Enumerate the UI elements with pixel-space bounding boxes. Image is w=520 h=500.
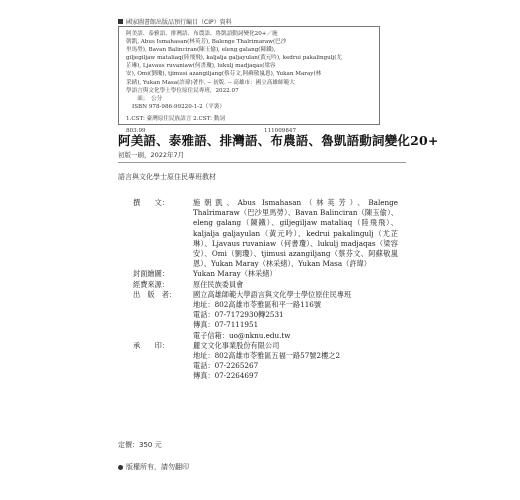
credit-publisher-row: 出 版 者： 國立高雄師範大學語言與文化學士學位原住民專班 地址：802高雄市苓雅區和平一路116號 電話：07-7172930轉2531 傳真：07-7111951 電子信箱：uo@nknu.edu.tw	[133, 290, 398, 341]
printer-line: 傳真：07-2264697	[193, 371, 259, 381]
cip-line: 安), Omi(劉瓊), tjimusi azangiljang(蔡芬文,阿蘇敬嵐恩), Yukan Maray(林	[126, 71, 322, 78]
divider	[118, 162, 406, 163]
cip-class-number: 803.99	[126, 128, 146, 135]
edition-info: 初版一刷，2022年7月	[118, 151, 185, 159]
printer-value	[193, 341, 398, 382]
credit-printer-row: 承 印： 麗文文化事業股份有限公司 地址：802高雄市苓雅區五福一路57號2樓之2 電話：07-2265267 傳真：07-2264697	[133, 341, 398, 382]
funding-label: 經費來源	[133, 279, 162, 289]
cip-header-text: 國家圖書館出版品預行編目（CIP）資料	[126, 19, 232, 26]
cip-line: giljegiljaw mataliaq(陸飛飛), kaljalja galjayulan(黃元吟), kedrui pakalingulj(尤	[126, 55, 343, 62]
bullet-icon	[118, 465, 123, 470]
credit-cover-row: 封面繪圖： Yukan Maray（林采緒）	[133, 269, 398, 279]
cip-header	[118, 17, 232, 26]
rights-text: 版權所有，請勿翻印	[126, 463, 189, 471]
series-subtitle: 語言與文化學士原住民專班教材	[118, 173, 216, 181]
square-bullet-icon	[118, 19, 123, 24]
publisher-line: 國立高雄師範大學語言與文化學士學位原住民專班	[193, 289, 352, 299]
cover-label: 封面繪圖	[133, 269, 162, 279]
publisher-line: 電子信箱：uo@nknu.edu.tw	[193, 330, 291, 340]
credits-block	[133, 198, 398, 382]
printer-line: 電話：07-2265267	[193, 361, 259, 371]
cip-line: 學語言與文化學士學位原住民專班，2022.07	[126, 87, 239, 94]
cip-line: 芷琳), Ljavaus ruvaniaw(何書瓊), lukulj madjaqas(梁容	[126, 63, 276, 70]
cip-isbn: ISBN 978-986-99220-1-2（平裝）	[132, 103, 226, 110]
publisher-line: 電話：07-7172930轉2531	[193, 310, 284, 320]
cip-line: 采緒), Yukan Masa(許瑋)著作. -- 初版. -- 高雄市：國立高雄師範大	[126, 79, 295, 86]
book-title: 阿美語、泰雅語、排灣語、布農語、魯凱語動詞變化20+	[118, 133, 439, 148]
funding-value: 原住民族委員會	[193, 279, 244, 289]
printer-label: 承 印	[133, 340, 162, 350]
cip-record-number: 111009847	[263, 128, 296, 135]
credit-funding-row: 經費來源： 原住民族委員會	[133, 280, 398, 290]
publisher-line: 地址：802高雄市苓雅區和平一路116號	[193, 300, 322, 310]
author-label: 撰 文	[133, 198, 162, 207]
cip-line: 朝凱, Abus Ismahasan(林英芳), Balenge Thalrimaraw(巴沙	[126, 39, 287, 46]
publisher-line: 傳真：07-7111951	[193, 320, 259, 330]
credit-author-row: 撰 文： 施朝凱、Abus Ismahasan（林英芳）、Balenge Thalrimaraw（巴沙里馬勞）、Bavan Balinciran（陳玉偷）、eleng galang（陳鐵）、giljegiljaw mataliaq（陸飛飛）、kaljalja galjayulan（黃元吟）、kedrui pakalingulj（尤芷琳）、Ljavaus ruvaniaw（何書瓊）、lukulj madjaqas（梁容安）、Omi（劉瓊）、tjimusi azangiljang（蔡芬文、阿蘇敬嵐恩）、Yukan Maray（林采緒）、Yukan Masa（許瑋）	[133, 198, 398, 269]
printer-line: 麗文文化事業股份有限公司	[193, 340, 280, 350]
rights-notice	[118, 462, 189, 472]
publisher-value	[193, 290, 398, 341]
printer-line: 地址：802高雄市苓雅區五福一路57號2樓之2	[193, 351, 341, 361]
cip-line: 面； 公分	[126, 95, 163, 102]
publisher-label: 出 版 者	[133, 289, 169, 299]
cip-subjects: 1.CST: 臺灣原住民族語言 2.CST: 動詞	[126, 115, 226, 122]
cip-record-box	[118, 26, 380, 135]
cip-line: 阿美語、泰雅語、排灣語、布農語、魯凱語動詞變化20+／施	[126, 31, 278, 37]
price: 定價：350 元	[118, 441, 162, 449]
author-value: 施朝凱、Abus Ismahasan（林英芳）、Balenge Thalrimaraw（巴沙里馬勞）、Bavan Balinciran（陳玉偷）、eleng galang（陳鐵）、giljegiljaw mataliaq（陸飛飛）、kaljalja galjayulan（黃元吟）、kedrui pakalingulj（尤芷琳）、Ljavaus ruvaniaw（何書瓊）、lukulj madjaqas（梁容安）、Omi（劉瓊）、tjimusi azangiljang（蔡芬文、阿蘇敬嵐恩）、Yukan Maray（林采緒）、Yukan Masa（許瑋）	[193, 198, 398, 269]
cip-line: 里馬勞), Bavan Balinciran(陳玉偷), eleng galang(陳鐵),	[126, 47, 276, 54]
cover-value: Yukan Maray（林采緒）	[193, 269, 277, 279]
